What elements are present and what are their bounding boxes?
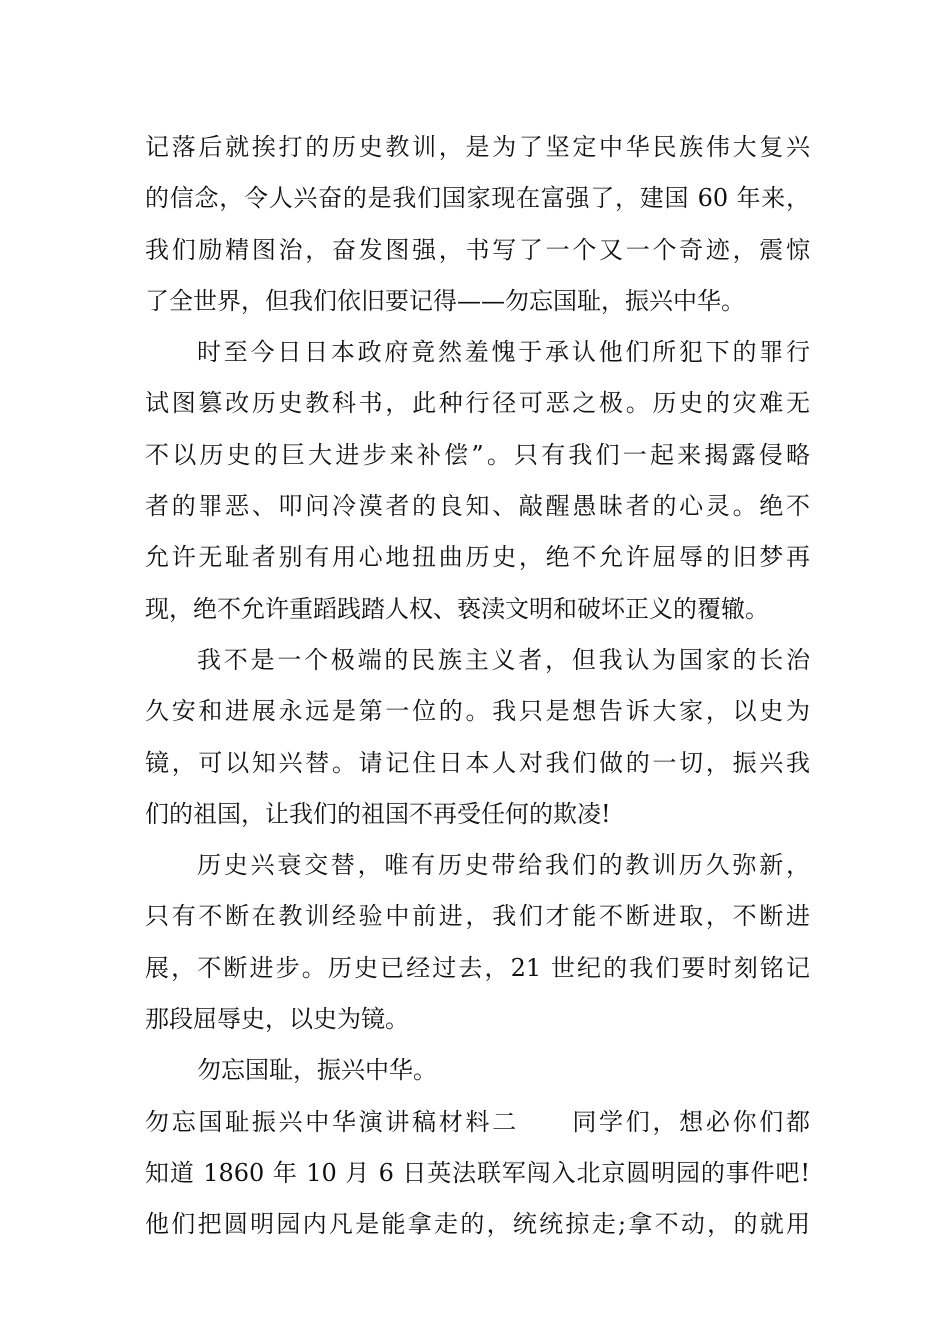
text-line: 镜，可以知兴替。请记住日本人对我们做的一切，振兴我 [145, 748, 810, 777]
text-line: 我不是一个极端的民族主义者，但我认为国家的长治 [197, 645, 810, 674]
text-line: 者的罪恶、叩问冷漠者的良知、敲醒愚昧者的心灵。绝不 [145, 492, 810, 521]
text-line: 的信念，令人兴奋的是我们国家现在富强了，建国 60 年来， [145, 184, 810, 213]
document-body [145, 122, 810, 1251]
text-line: 试图篡改历史教科书，此种行径可恶之极。历史的灾难无 [145, 389, 810, 418]
text-line: 知道 1860 年 10 月 6 日英法联军闯入北京圆明园的事件吧! [145, 1158, 810, 1187]
text-line: 们的祖国，让我们的祖国不再受任何的欺凌! [145, 799, 611, 828]
text-line: 记落后就挨打的历史教训，是为了坚定中华民族伟大复兴 [145, 133, 810, 161]
text-line: 我们励精图治，奋发图强，书写了一个又一个奇迹，震惊 [145, 235, 810, 264]
text-line: 时至今日日本政府竟然羞愧于承认他们所犯下的罪行 [197, 338, 810, 367]
text-line: 了全世界，但我们依旧要记得——勿忘国耻，振兴中华。 [145, 286, 745, 315]
text-line: 允许无耻者别有用心地扭曲历史，绝不允许屈辱的旧梦再 [145, 543, 810, 572]
text-line: 他们把圆明园内凡是能拿走的，统统掠走;拿不动，的就用 [145, 1210, 810, 1239]
text-line: 那段屈辱史，以史为镜。 [145, 1005, 409, 1034]
text-line: 历史兴衰交替，唯有历史带给我们的教训历久弥新， [197, 851, 810, 880]
text-line: 勿忘国耻，振兴中华。 [197, 1056, 437, 1085]
text-line: 久安和进展永远是第一位的。我只是想告诉大家，以史为 [145, 697, 810, 726]
text-line: 展，不断进步。历史已经过去，21 世纪的我们要时刻铭记 [145, 953, 810, 982]
section-heading-line: 勿忘国耻振兴中华演讲稿材料二 同学们，想必你们都 [145, 1107, 810, 1136]
text-line: 不以历史的巨大进步来补偿”。只有我们一起来揭露侵略 [145, 440, 810, 469]
text-line: 现，绝不允许重蹈践踏人权、亵渎文明和破坏正义的覆辙。 [145, 594, 769, 623]
text-line: 只有不断在教训经验中前进，我们才能不断进取，不断进 [145, 902, 810, 931]
